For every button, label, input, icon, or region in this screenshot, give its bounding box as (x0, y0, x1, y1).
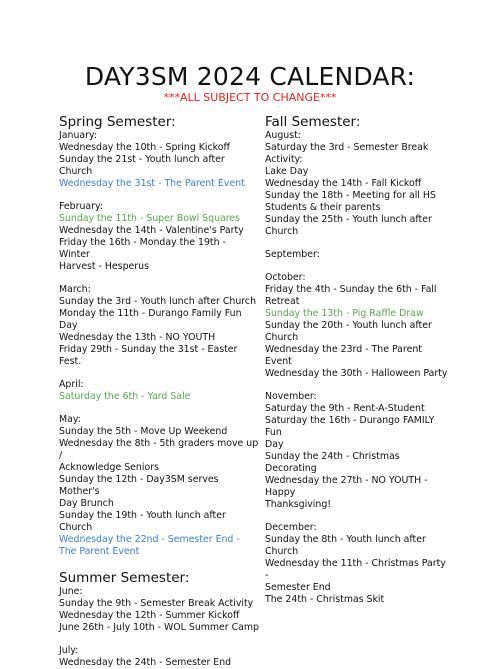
page-title: DAY3SM 2024 CALENDAR: (84, 62, 416, 91)
event-item: Saturday the 16th - Durango FAMILY Fun Day (265, 415, 435, 450)
event-item: Sunday the 12th - Day3SM serves Mother's Day Brunch (59, 474, 219, 509)
month-block-february (59, 201, 259, 273)
semester-heading-summer-semester: Summer Semester: (59, 570, 190, 586)
event-item: Sunday the 9th - Semester Break Activity (59, 598, 254, 609)
event-item: Wednesday the 11th - Christmas Party - Semester End (265, 558, 446, 593)
month-label: February: (59, 201, 104, 212)
event-item: Sunday the 25th - Youth lunch after Church (265, 214, 432, 237)
month-label: June: (59, 586, 83, 597)
event-item: Wednesday the 30th - Halloween Party (265, 368, 448, 379)
event-item: The 24th - Christmas Skit (265, 594, 385, 605)
event-item: Sunday the 11th - Super Bowl Squares (59, 213, 241, 224)
month-block-april (59, 379, 259, 403)
event-item: Sunday the 18th - Meeting for all HS Students & their parents (265, 190, 436, 213)
event-item: Sunday the 20th - Youth lunch after Church (265, 320, 432, 343)
month-block-october (265, 272, 450, 380)
event-item: Wednesday the 14th - Fall Kickoff (265, 178, 422, 189)
month-block-september (265, 249, 450, 261)
month-label: December: (265, 522, 317, 533)
event-item: Friday the 4th - Sunday the 6th - Fall Retreat (265, 284, 437, 307)
month-label: July: (59, 645, 79, 656)
month-block-august (265, 130, 450, 238)
month-block-june (59, 586, 259, 634)
event-item: Wednesday the 27th - NO YOUTH - Happy Thanksgiving! (265, 475, 428, 510)
event-item: Saturday the 3rd - Semester Break Activity: Lake Day (265, 142, 429, 177)
event-item: Friday 29th - Sunday the 31st - Easter Fest. (59, 344, 238, 367)
event-item: June 26th - July 10th - WOL Summer Camp (59, 622, 260, 633)
event-item: Wednesday the 13th - NO YOUTH (59, 332, 216, 343)
month-label: March: (59, 284, 91, 295)
month-label: May: (59, 414, 81, 425)
event-item: Wednesday the 23rd - The Parent Event (265, 344, 422, 367)
semester-heading-fall-semester: Fall Semester: (265, 114, 361, 130)
month-block-january (59, 130, 259, 190)
month-block-november (265, 391, 450, 511)
event-item: Wednesday the 22nd - Semester End - The Parent Event (59, 534, 240, 557)
month-block-march (59, 284, 259, 368)
month-label: August: (265, 130, 301, 141)
month-label: April: (59, 379, 84, 390)
event-item: Monday the 11th - Durango Family Fun Day (59, 308, 242, 331)
event-item: Sunday the 5th - Move Up Weekend (59, 426, 228, 437)
subtitle-notice: ***ALL SUBJECT TO CHANGE*** (163, 91, 337, 104)
event-item: Sunday the 13th - Pig Raffle Draw (265, 308, 424, 319)
event-item: Wednesday the 14th - Valentine's Party (59, 225, 244, 236)
event-item: Wednesday the 12th - Summer Kickoff (59, 610, 240, 621)
month-label: October: (265, 272, 306, 283)
event-item: Saturday the 6th - Yard Sale (59, 391, 191, 402)
event-item: Friday the 16th - Monday the 19th - Winter Harvest - Hesperus (59, 237, 226, 272)
event-item: Sunday the 24th - Christmas Decorating (265, 451, 400, 474)
event-item: Wednesday the 31st - The Parent Event (59, 178, 245, 189)
event-item: Wednesday the 8th - 5th graders move up / Acknowledge Seniors (59, 438, 259, 473)
month-label: January: (59, 130, 98, 141)
semester-heading-spring-semester: Spring Semester: (59, 114, 176, 130)
event-item: Wednesday the 10th - Spring Kickoff (59, 142, 230, 153)
month-block-july (59, 645, 259, 669)
month-label: November: (265, 391, 317, 402)
event-item: Sunday the 3rd - Youth lunch after Church (59, 296, 257, 307)
event-item: Sunday the 21st - Youth lunch after Church (59, 154, 225, 177)
event-item: Sunday the 8th - Youth lunch after Church (265, 534, 426, 557)
event-item: Saturday the 9th - Rent-A-Student (265, 403, 425, 414)
right-column (265, 114, 450, 606)
month-block-may (59, 414, 259, 558)
event-item: Wednesday the 24th - Semester End (59, 657, 232, 668)
event-item: Sunday the 19th - Youth lunch after Church (59, 510, 226, 533)
month-block-december (265, 522, 450, 606)
left-column (59, 114, 259, 669)
month-label: September: (265, 249, 320, 260)
